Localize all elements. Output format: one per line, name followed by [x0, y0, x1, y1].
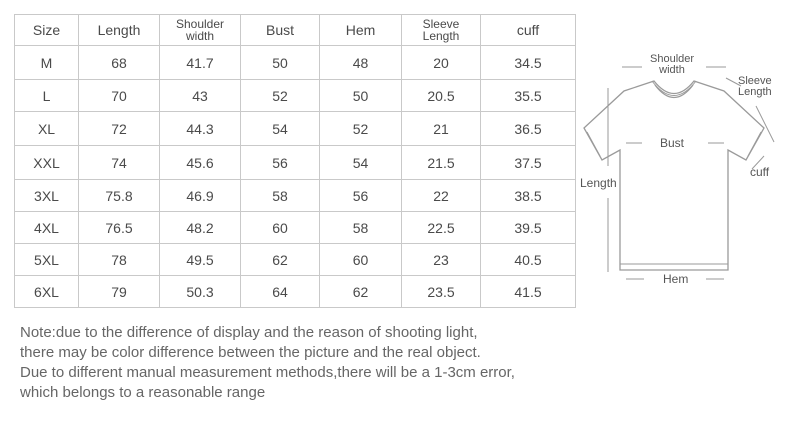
table-cell: 50.3 [160, 276, 241, 308]
header-bust: Bust [241, 15, 320, 46]
table-cell: 58 [320, 212, 402, 244]
table-cell: 22 [402, 180, 481, 212]
note-line: there may be color difference between the picture and the real object. [20, 344, 481, 361]
table-cell: 75.8 [79, 180, 160, 212]
table-cell: 36.5 [481, 112, 576, 146]
table-cell: 50 [241, 46, 320, 80]
table-cell: 44.3 [160, 112, 241, 146]
table-row [15, 276, 576, 308]
table-cell: 21 [402, 112, 481, 146]
table-cell: 54 [241, 112, 320, 146]
header-hem: Hem [320, 15, 402, 46]
table-cell: 5XL [15, 244, 79, 276]
table-cell: 62 [241, 244, 320, 276]
table-cell: 23.5 [402, 276, 481, 308]
table-cell: 22.5 [402, 212, 481, 244]
table-cell: 50 [320, 80, 402, 112]
table-cell: 3XL [15, 180, 79, 212]
table-cell: 6XL [15, 276, 79, 308]
table-cell: 20.5 [402, 80, 481, 112]
table-cell: 40.5 [481, 244, 576, 276]
table-cell: XL [15, 112, 79, 146]
table-row [15, 46, 576, 80]
table-cell: 34.5 [481, 46, 576, 80]
tshirt-measurement-diagram [578, 48, 790, 298]
note-line: Due to different manual measurement methods,there will be a 1-3cm error, [20, 364, 515, 381]
table-cell: 58 [241, 180, 320, 212]
table-header-row [15, 15, 576, 46]
table-cell: 52 [320, 112, 402, 146]
table-cell: 79 [79, 276, 160, 308]
table-cell: 21.5 [402, 146, 481, 180]
table-cell: 48.2 [160, 212, 241, 244]
table-row [15, 146, 576, 180]
diagram-label-hem: Hem [663, 272, 689, 286]
table-cell: 76.5 [79, 212, 160, 244]
table-cell: 64 [241, 276, 320, 308]
note-line: Note:due to the difference of display and the reason of shooting light, [20, 324, 478, 341]
size-chart-table [14, 14, 576, 308]
table-cell: 60 [241, 212, 320, 244]
table-cell: 74 [79, 146, 160, 180]
table-cell: 49.5 [160, 244, 241, 276]
table-cell: 39.5 [481, 212, 576, 244]
table-row [15, 244, 576, 276]
header-length: Length [79, 15, 160, 46]
table-cell: 68 [79, 46, 160, 80]
header-sleeve-length: Sleeve Length [402, 15, 481, 46]
note-line: which belongs to a reasonable range [20, 384, 266, 401]
table-cell: 37.5 [481, 146, 576, 180]
table-cell: 43 [160, 80, 241, 112]
table-cell: 70 [79, 80, 160, 112]
table-cell: 41.5 [481, 276, 576, 308]
header-cuff: cuff [481, 15, 576, 46]
table-cell: 20 [402, 46, 481, 80]
table-cell: 60 [320, 244, 402, 276]
header-shoulder-width: Shoulder width [160, 15, 241, 46]
table-cell: 46.9 [160, 180, 241, 212]
diagram-label-bust: Bust [660, 136, 685, 150]
table-cell: 52 [241, 80, 320, 112]
table-cell: 62 [320, 276, 402, 308]
table-cell: 4XL [15, 212, 79, 244]
diagram-label-cuff: cuff [750, 165, 770, 179]
table-cell: 35.5 [481, 80, 576, 112]
table-row [15, 212, 576, 244]
table-cell: 41.7 [160, 46, 241, 80]
diagram-label-length: Length [580, 176, 617, 190]
table-cell: 48 [320, 46, 402, 80]
diagram-label-shoulder-width: Shoulder width [650, 53, 695, 76]
table-row [15, 112, 576, 146]
diagram-label-sleeve-length: Sleeve Length [738, 75, 772, 98]
header-size: Size [15, 15, 79, 46]
table-cell: 56 [320, 180, 402, 212]
table-cell: 56 [241, 146, 320, 180]
table-cell: XXL [15, 146, 79, 180]
table-row [15, 180, 576, 212]
table-cell: 38.5 [481, 180, 576, 212]
table-cell: L [15, 80, 79, 112]
table-cell: 72 [79, 112, 160, 146]
table-cell: 23 [402, 244, 481, 276]
table-cell: 78 [79, 244, 160, 276]
table-row [15, 80, 576, 112]
table-cell: M [15, 46, 79, 80]
table-cell: 54 [320, 146, 402, 180]
measurement-note [20, 323, 720, 403]
table-cell: 45.6 [160, 146, 241, 180]
